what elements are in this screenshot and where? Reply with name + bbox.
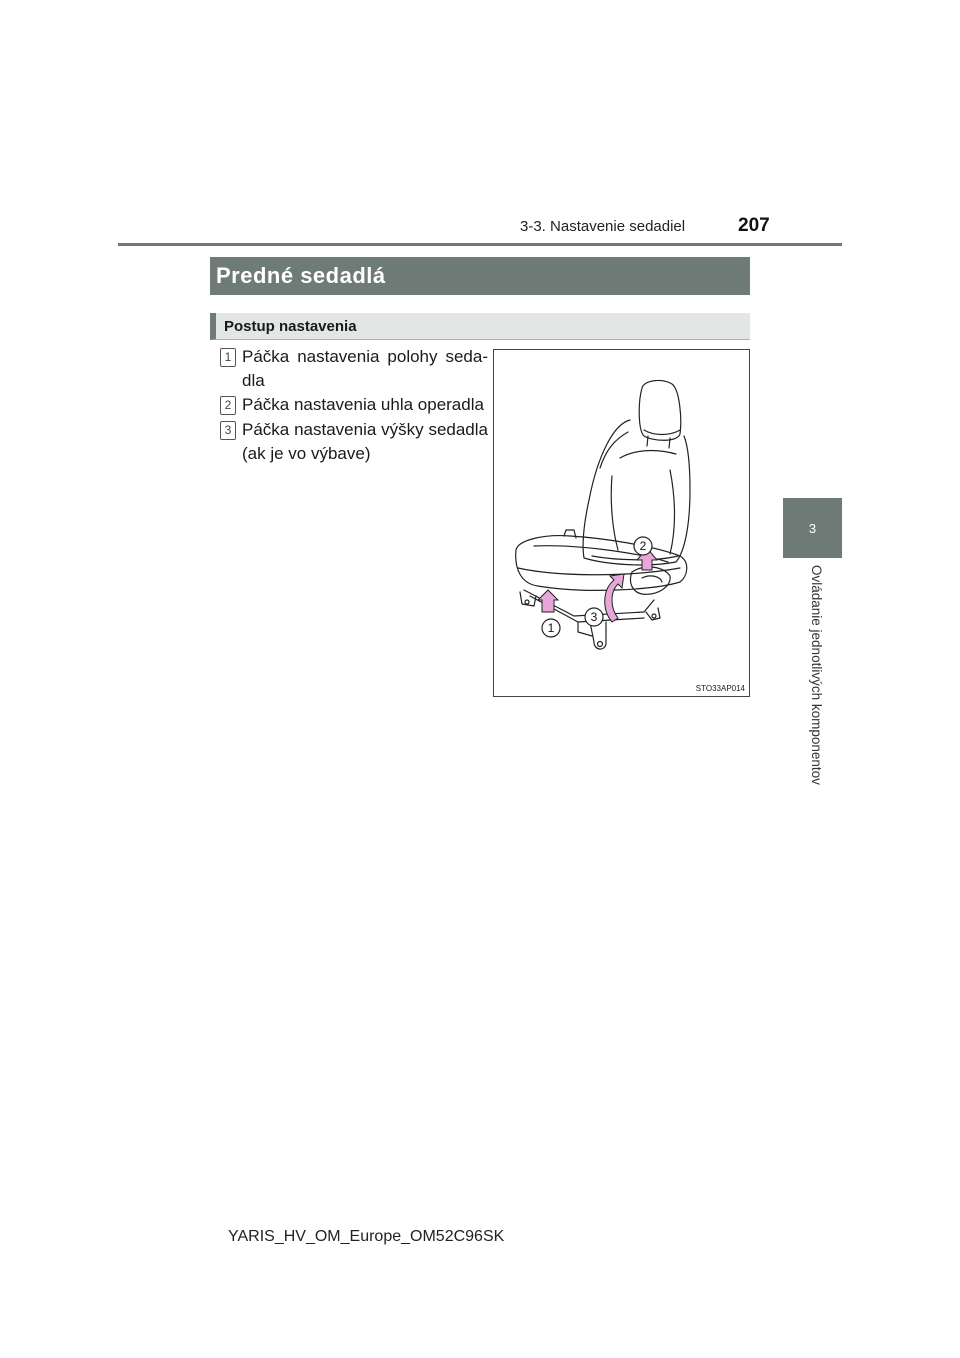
page-title xyxy=(210,257,750,295)
callout-2-label: 2 xyxy=(639,539,647,553)
list-item xyxy=(220,345,488,393)
item-text: Páčka nastavenia uhla operadla xyxy=(242,395,484,414)
list-item xyxy=(220,393,488,417)
item-text: Páčka nastavenia výšky sedadla (ak je vo výbave) xyxy=(242,420,488,463)
seat-cushion xyxy=(516,536,687,591)
list-item xyxy=(220,418,488,466)
callout-3-label: 3 xyxy=(590,610,598,624)
document-id: YARIS_HV_OM_Europe_OM52C96SK xyxy=(228,1228,505,1245)
arrow-1 xyxy=(538,590,558,612)
subheading xyxy=(210,313,750,340)
item-number: 1 xyxy=(220,348,236,367)
arrow-3 xyxy=(605,574,624,622)
item-text: Páčka nastavenia polohy seda-dla xyxy=(242,347,488,390)
item-number: 3 xyxy=(220,421,236,440)
page-title-text: Predné sedadlá xyxy=(216,263,386,288)
section-title: 3-3. Nastavenie sedadiel xyxy=(520,218,686,235)
chapter-label: Ovládanie jednotlivých komponentov xyxy=(809,565,824,785)
callout-1-label: 1 xyxy=(547,621,555,635)
chapter-tab xyxy=(783,498,842,558)
chapter-number: 3 xyxy=(808,520,817,536)
header-rule xyxy=(118,243,842,246)
item-number: 2 xyxy=(220,396,236,415)
figure-code: STO33AP014 xyxy=(695,684,745,693)
seat-drawing xyxy=(494,350,749,696)
page-number: 207 xyxy=(738,215,770,236)
subheading-text: Postup nastavenia xyxy=(224,317,357,335)
seat-illustration xyxy=(493,349,750,697)
